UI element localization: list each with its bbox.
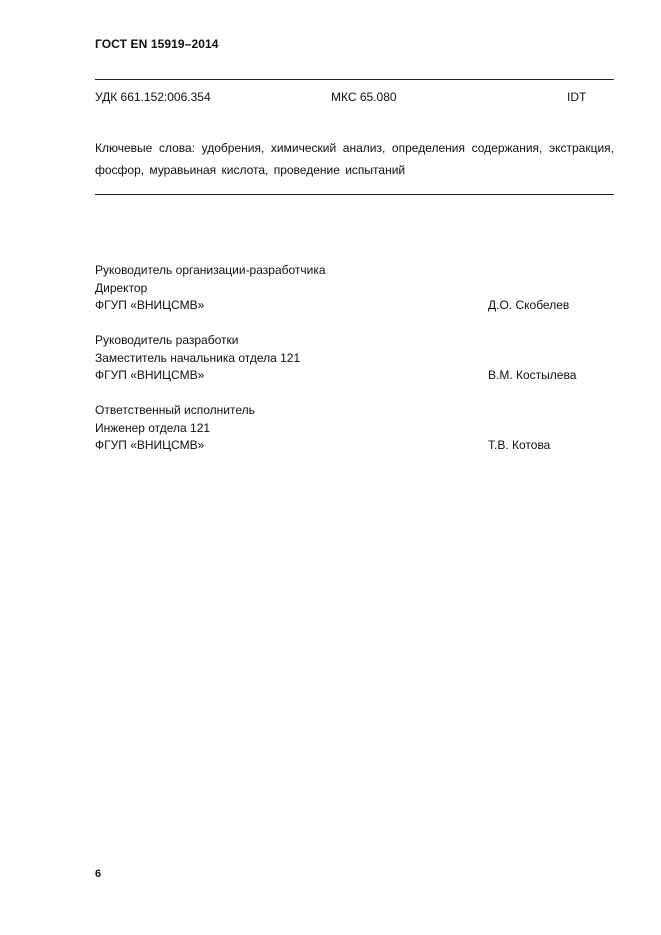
- signature-role: Руководитель разработки: [95, 333, 239, 347]
- idt-marker: IDT: [567, 90, 587, 104]
- document-title: ГОСТ EN 15919–2014: [95, 37, 219, 51]
- udk-code: УДК 661.152:006.354: [95, 90, 211, 104]
- top-divider: [95, 79, 614, 80]
- signature-row: [95, 437, 614, 455]
- signature-block: [95, 262, 614, 315]
- signature-name: Д.О. Скобелев: [488, 298, 570, 312]
- signature-row: [95, 297, 614, 315]
- signature-position: Директор: [95, 280, 148, 295]
- signature-role: Ответственный исполнитель: [95, 403, 255, 417]
- signature-position: Инженер отдела 121: [95, 420, 211, 435]
- signature-organization: ФГУП «ВНИЦСМВ»: [95, 438, 205, 452]
- signature-name: Т.В. Котова: [488, 438, 551, 452]
- keywords-paragraph: Ключевые слова: удобрения, химический анализ, определения содержания, экстракция, фосфор, муравьиная кислота, проведение испытаний: [95, 141, 614, 177]
- page-number: 6: [95, 868, 102, 880]
- mks-code: МКС 65.080: [331, 90, 397, 104]
- signature-organization: ФГУП «ВНИЦСМВ»: [95, 368, 205, 382]
- bottom-divider: [95, 194, 614, 195]
- signature-organization: ФГУП «ВНИЦСМВ»: [95, 298, 205, 312]
- signature-role: Руководитель организации-разработчика: [95, 263, 326, 277]
- signature-block: [95, 402, 614, 455]
- signature-name: В.М. Костылева: [488, 368, 577, 382]
- signature-position: Заместитель начальника отдела 121: [95, 350, 301, 365]
- signature-block: [95, 332, 614, 385]
- signature-row: [95, 367, 614, 385]
